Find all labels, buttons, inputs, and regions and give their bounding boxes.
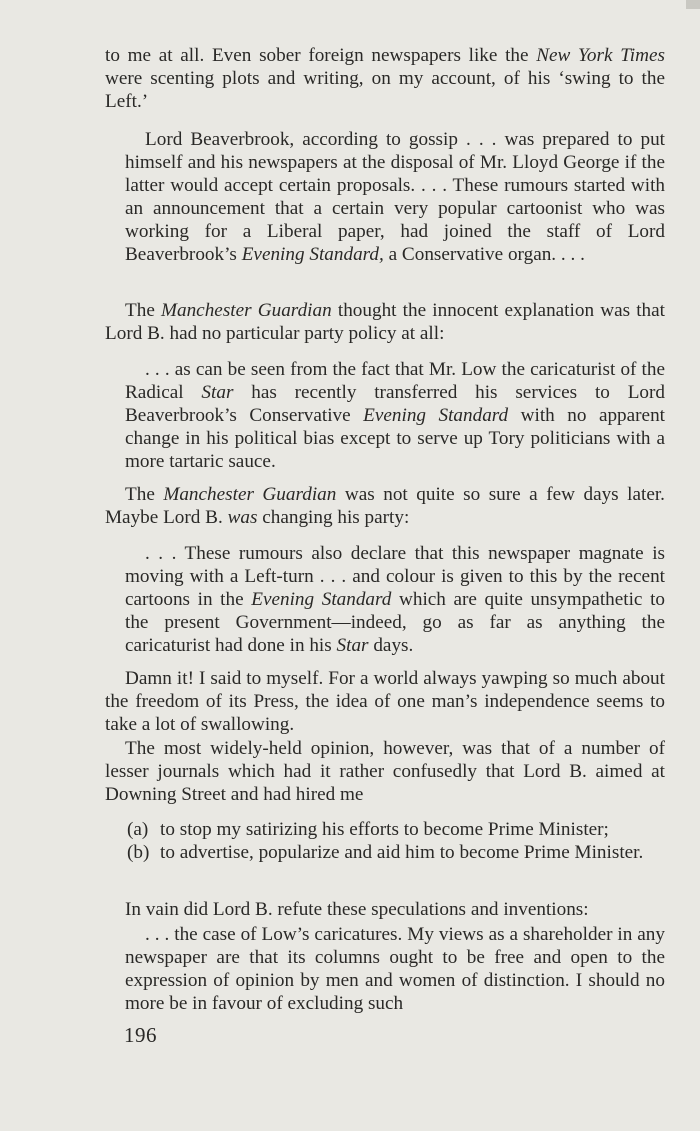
text-run: . . . These rumours also declare that this newspaper magnate is moving with a Left-turn . . . and colour is given to this by the recent cartoons in the — [125, 543, 665, 610]
italic-title: Evening Standard — [363, 404, 509, 426]
italic-title: Manchester Guardian — [163, 484, 337, 505]
block-quote-3 — [125, 543, 665, 658]
block-quote-4: . . . the case of Low’s caricatures. My views as a shareholder in any newspaper are that its columns ought to be free and open to the expression of opinion by men and women of distinction. I should no more be in favour of excluding such — [125, 924, 665, 1014]
paragraph-6: In vain did Lord B. refute these speculations and inventions: — [125, 899, 589, 920]
text-run: The — [125, 300, 162, 321]
text-run: . . . as can be seen from the fact that Mr. Low the caricaturist of the Radical — [125, 359, 665, 403]
page-edge — [686, 0, 700, 9]
list-item — [127, 819, 665, 842]
text-run: Lord Beaverbrook, according to gossip . . . was prepared to put himself and his newspapers at the disposal of Mr. Lloyd George if the latter would accept certain proposals. . . . These rumours started with an announcement that a certain very popular cartoonist who was working for a Liberal paper, had joined the staff of Lord Beaverbrook’s — [125, 129, 665, 265]
italic-title: Evening Standard — [251, 588, 392, 610]
list-marker: (a) — [127, 819, 149, 840]
list-item — [127, 842, 665, 865]
text-run: changing his party: — [257, 506, 410, 528]
italic-title: New York Times — [536, 45, 665, 66]
italic-title: Star — [201, 381, 234, 403]
paragraph-3 — [105, 484, 665, 530]
italic-title: Star — [336, 634, 369, 656]
text-run: thought the innocent explanation was that Lord B. had no particular party policy at all: — [105, 300, 665, 344]
text-run: was not quite so sure a few days later. Maybe Lord B. — [105, 484, 665, 528]
list-item-text: to stop my satirizing his efforts to become Prime Minister; — [160, 819, 609, 840]
text-run: which are quite unsympathetic to the present Government—indeed, go as far as anything the caricaturist had done in his — [125, 588, 665, 656]
list-marker: (b) — [127, 841, 150, 863]
text-run: were scenting plots and writing, on my account, of his ‘swing to the Left.’ — [105, 67, 665, 112]
page-number: 196 — [124, 1023, 157, 1047]
italic-title: Manchester Guardian — [161, 300, 332, 321]
text-run: to me at all. Even sober foreign newspapers like the — [105, 45, 537, 66]
text-run: days. — [368, 634, 414, 656]
text-run: has recently transferred his services to Lord Beaverbrook’s Conservative — [125, 381, 665, 426]
text-run: with no apparent change in his political bias except to serve up Tory politicians with a more tartaric sauce. — [125, 404, 665, 472]
italic-emphasis: was — [227, 506, 258, 528]
list-item-text: to advertise, popularize and aid him to become Prime Minister. — [160, 841, 644, 863]
italic-title: Evening Standard, — [241, 243, 384, 265]
block-quote-1 — [125, 129, 665, 266]
text-run: The — [125, 484, 164, 505]
text-run: a Conservative organ. . . . — [383, 243, 585, 265]
enumerated-list — [127, 819, 665, 865]
paragraph-2 — [105, 300, 665, 346]
paragraph-continuation — [105, 45, 665, 114]
block-quote-2 — [125, 359, 665, 474]
paragraph-5: The most widely-held opinion, however, was that of a number of lesser journals which had it rather confusedly that Lord B. aimed at Downing Street and had hired me — [105, 738, 665, 805]
paragraph-4: Damn it! I said to myself. For a world always yawping so much about the freedom of its Press, the idea of one man’s independence seems to take a lot of swallowing. — [105, 668, 665, 735]
